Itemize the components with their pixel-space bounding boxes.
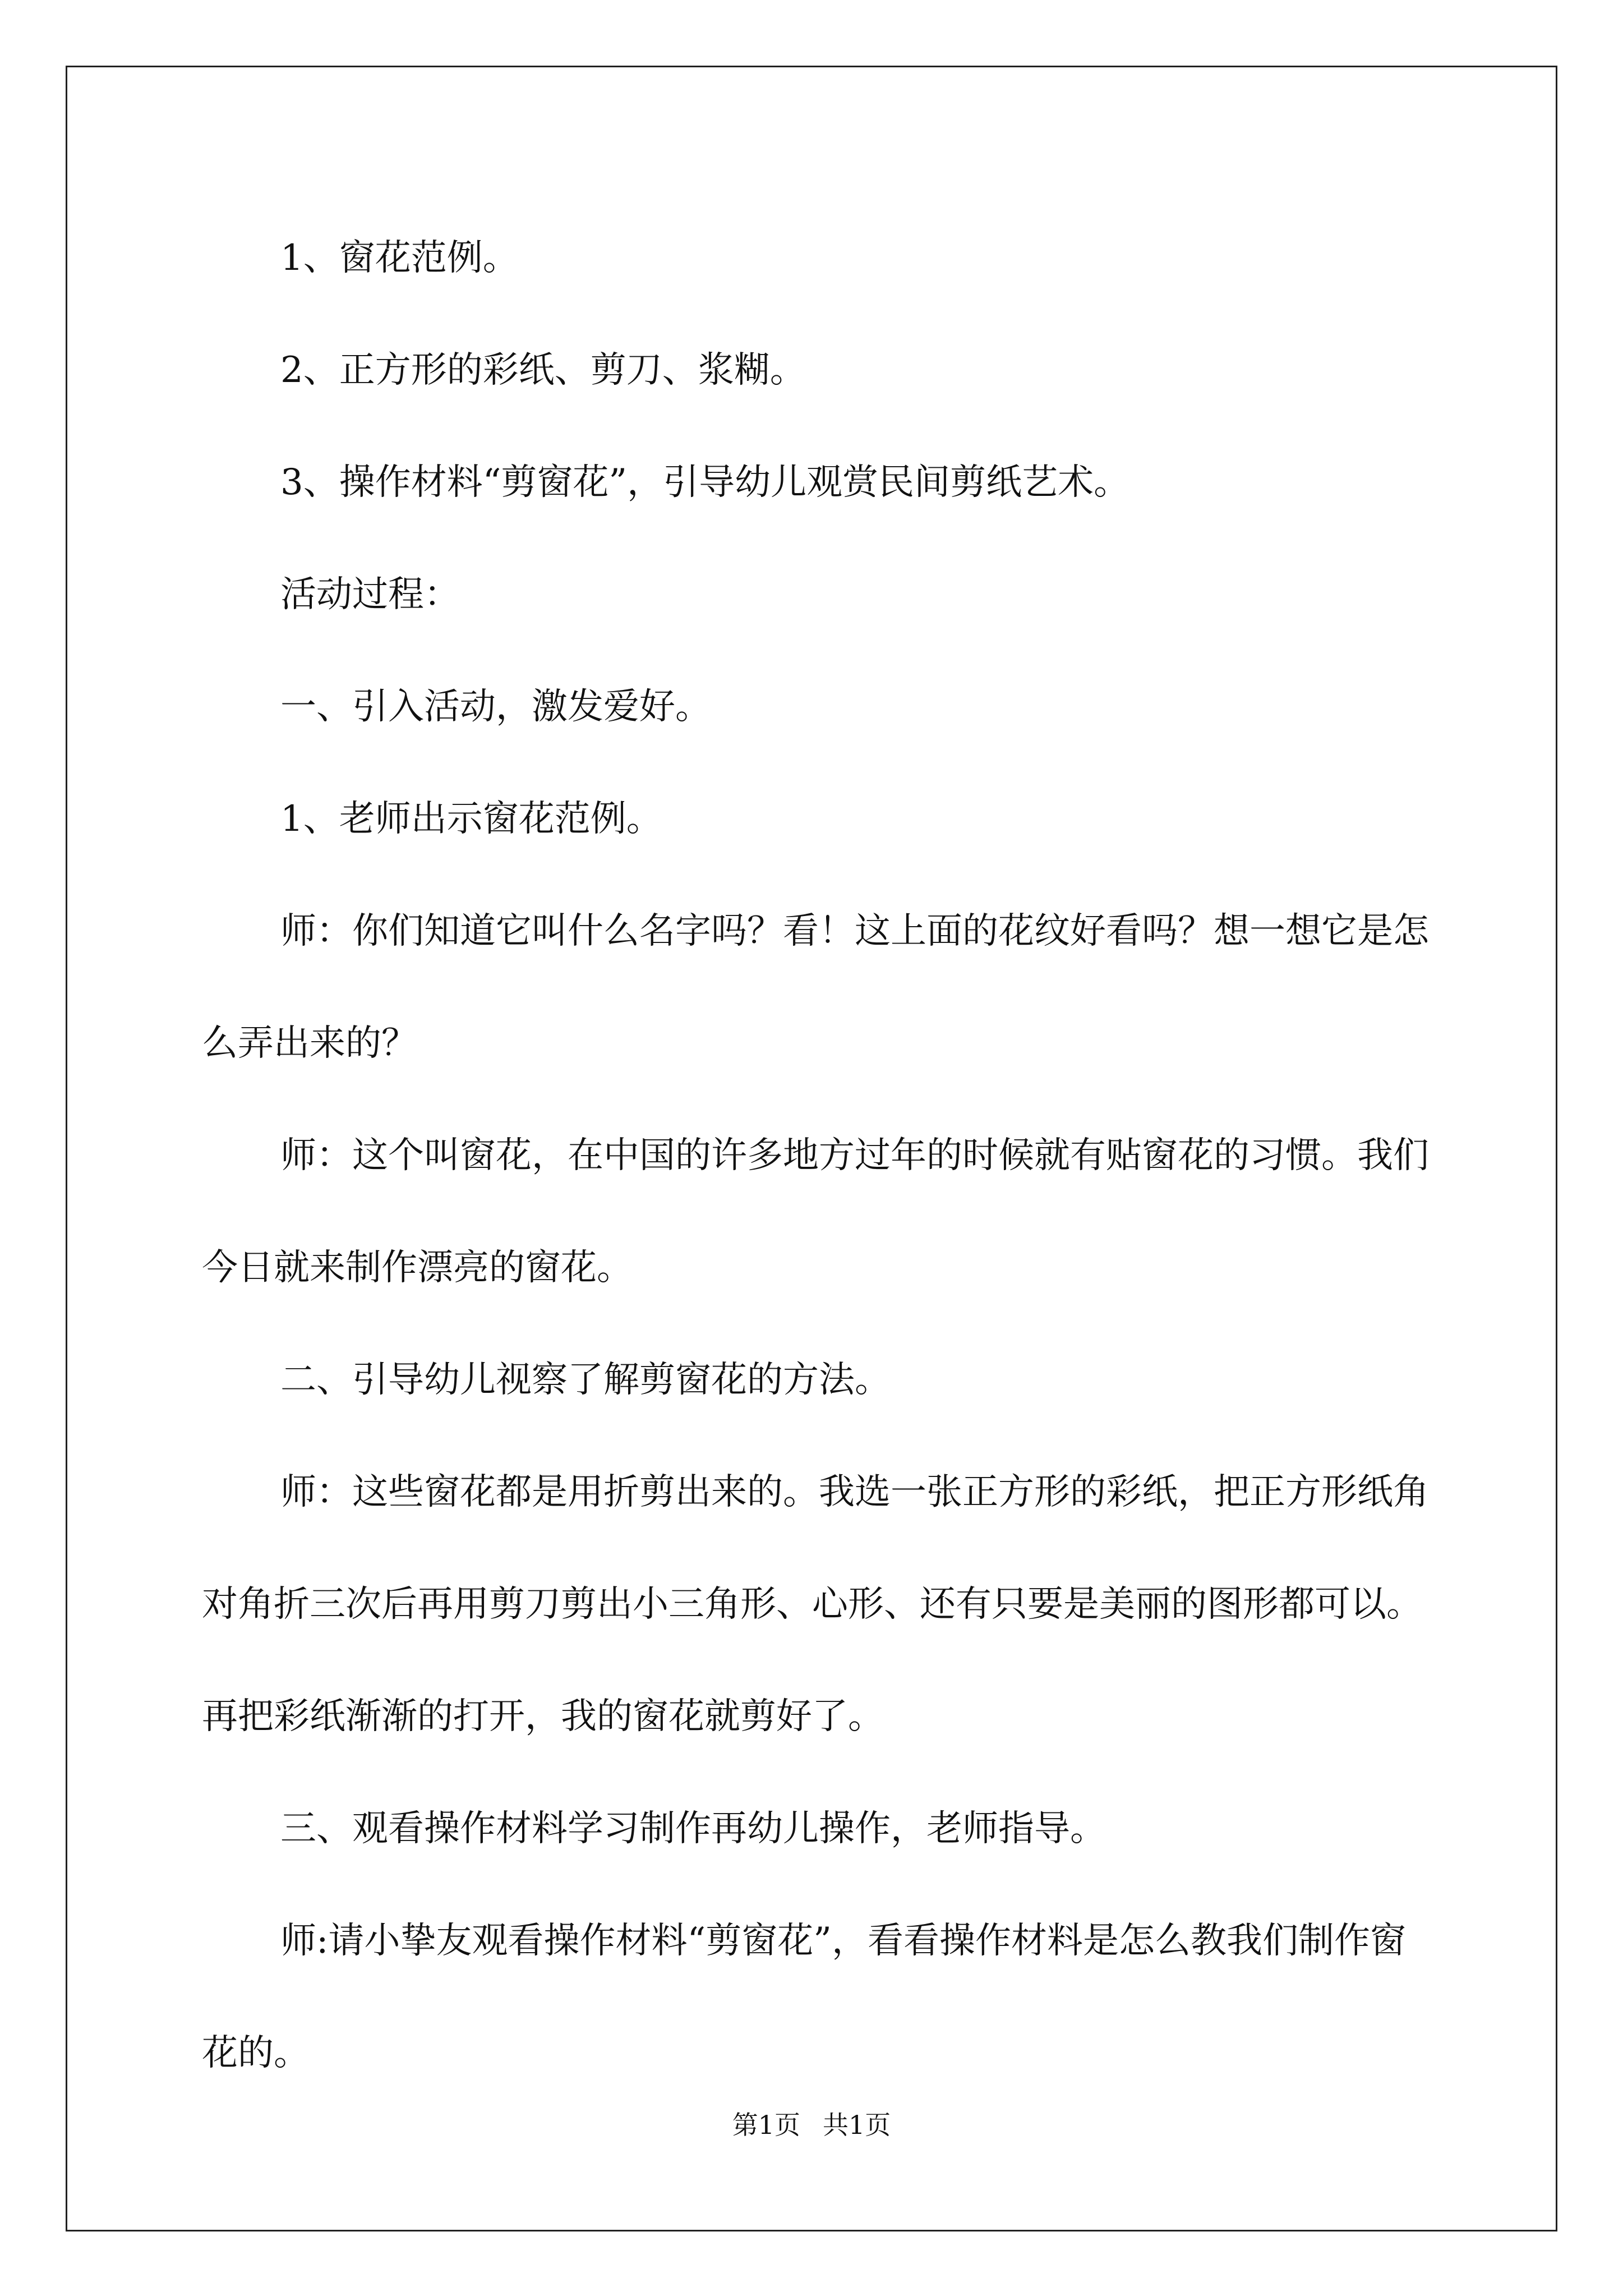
paragraph-materials-2: 2、正方形的彩纸、剪刀、浆糊。 (280, 349, 806, 391)
paragraph-process-heading: 活动过程： (280, 574, 460, 615)
document-body (202, 202, 1436, 2109)
paragraph-step-2-heading: 二、引导幼儿视察了解剪窗花的方法。 (280, 1359, 891, 1401)
paragraph-materials-1: 1、窗花范例。 (280, 237, 519, 279)
paragraph-step-1-heading: 一、引入活动，激发爱好。 (280, 686, 711, 728)
paragraph-step-3-heading: 三、观看操作材料学习制作再幼儿操作，老师指导。 (280, 1808, 1106, 1849)
paragraph-materials-3: 3、操作材料“剪窗花”，引导幼儿观赏民间剪纸艺术。 (280, 462, 1130, 503)
page-footer (0, 2108, 1623, 2142)
page-number: 第1页 (732, 2110, 800, 2140)
page-total: 共1页 (823, 2110, 891, 2140)
paragraph-teacher-q2: 师：这个叫窗花，在中国的许多地方过年的时候就有贴窗花的习惯。我们今日就来制作漂亮的窗花。 (202, 1135, 1429, 1289)
paragraph-teacher-q4: 师:请小挚友观看操作材料“剪窗花”，看看操作材料是怎么教我们制作窗花的。 (202, 1920, 1406, 2074)
paragraph-teacher-q3: 师：这些窗花都是用折剪出来的。我选一张正方形的彩纸，把正方形纸角对角折三次后再用剪刀剪出小三角形、心形、还有只要是美丽的图形都可以。再把彩纸渐渐的打开，我的窗花就剪好了。 (202, 1471, 1429, 1737)
paragraph-teacher-q1: 师：你们知道它叫什么名字吗？看！这上面的花纹好看吗？想一想它是怎么弄出来的？ (202, 910, 1429, 1064)
paragraph-step-1-sub: 1、老师出示窗花范例。 (280, 798, 662, 840)
